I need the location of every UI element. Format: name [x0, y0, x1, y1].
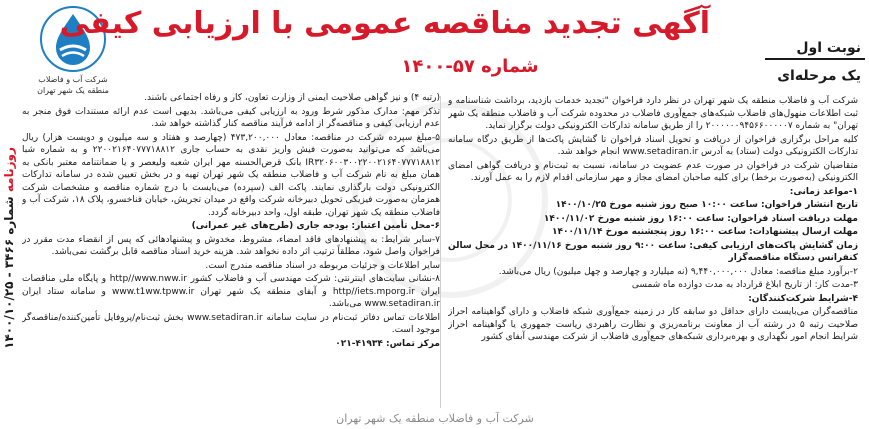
contact-offices: اطلاعات تماس دفاتر ثبت‌نام در سایت سامانه www.setadiran.ir بخش ثبت‌نام/پروفایل تأمین‌کننده/مناقصه‌گر موجود است. — [22, 312, 440, 335]
funding-paragraph: ۶-محل تأمین اعتبار: بودجه جاری (طرح‌های غیر عمرانی) — [191, 221, 440, 231]
websites-paragraph: ۸-نشانی سایت‌های اینترنتی: شرکت مهندسی آب و فاضلاب کشور http//www.nww.ir و پایگاه ملی مناقصات ایران http//iets.mporg.ir و آبفای منطقه یک شهر تهران www.t1ww.tpww.ir و سامانه ستاد ایران www.setadiran.ir می‌باشد. — [22, 274, 440, 309]
schedule-publish: تاریخ انتشار فراخوان: ساعت ۱۰:۰۰ صبح روز شنبه مورخ ۱۴۰۰/۱۰/۲۵ — [555, 200, 858, 210]
schedule-submission: مهلت ارسال پیشنهادات: ساعت ۱۶:۰۰ روز پنجشنبه مورخ ۱۴۰۰/۱۱/۱۴ — [551, 227, 858, 237]
stage-type: یک مرحله‌ای — [777, 68, 861, 84]
rank-paragraph: (رتبه ۴) و نیز گواهی صلاحیت ایمنی از وزارت تعاون، کار و رفاه اجتماعی باشند. — [144, 93, 440, 103]
registration-paragraph: متقاضیان شرکت در فراخوان در صورت عدم عضویت در سامانه، نسبت به ثبت‌نام و دریافت گواهی امضای الکترونیکی (به‌صورت برخط) برای کلیه صاحبان امضای مجاز و مهر سازمانی اقدام لازم را به عمل آورند. — [448, 160, 858, 183]
footer-signature: شرکت آب و فاضلاب منطقه یک شهر تهران — [336, 412, 534, 425]
schedule-heading: ۱-مواعد زمانی: — [789, 186, 858, 197]
other-conditions: ۷-سایر شرایط: به پیشنهادهای فاقد امضاء، مشروط، مخدوش و پیشنهادهائی که پس از انقضاء مدت مقرر در فراخوان واصل شود، مطلقاً ترتیب اثر داده نخواهد شد. هزینه خرید اسناد مناقصه قابل برگشت نمی‌باشد. — [22, 234, 440, 257]
duration-paragraph: ۳-مدت کار: از تاریخ ابلاغ قرارداد به مدت دوازده ماه شمسی — [631, 280, 858, 290]
details-note: سایر اطلاعات و جزئیات مربوطه در اسناد مناقصه مندرج است. — [205, 260, 440, 271]
left-column — [22, 92, 440, 412]
column-divider — [440, 96, 441, 408]
newspaper-issue — [2, 88, 18, 408]
schedule-opening: زمان گشایش پاکت‌های ارزیابی کیفی: ساعت ۹:۰۰ روز شنبه مورخ ۱۴۰۰/۱۱/۱۶ در محل سالن کنفرانس دستگاه مناقصه‌گزار — [448, 240, 858, 263]
call-center: مرکز تماس: ۴۱۹۳۴-۰۲۱ — [335, 338, 440, 349]
ad-title: آگهی تجدید مناقصه عمومی با ارزیابی کیفی — [59, 6, 710, 41]
important-note: تذکر مهم: مدارک مذکور شرط ورود به ارزیابی کیفی می‌باشد. بدیهی است عدم ارائه مستندات فوق منجر به عدم ارزیابی کیفی و مناقصه‌گر از ادامه فرآیند مناقصه کنار گذاشته خواهد شد. — [22, 106, 440, 129]
right-column — [448, 95, 858, 415]
stage-box — [765, 38, 865, 86]
schedule-documents: مهلت دریافت اسناد فراخوان: ساعت ۱۶:۰۰ روز شنبه مورخ ۱۴۰۰/۱۱/۰۲ — [543, 213, 858, 224]
stage-round: نوبت اول — [765, 38, 865, 60]
logo-caption-1: شرکت آب و فاضلاب — [38, 75, 108, 84]
conditions-paragraph: مناقصه‌گران می‌بایست دارای حداقل دو سابقه کار در زمینه جمع‌آوری شبکه فاضلاب و دارای گواهینامه احراز صلاحیت رتبه ۵ در رشته آب از معاونت برنامه‌ریزی و نظارت راهبردی ریاست جمهوری یا گواهینامه احراز شرایط انجام امور نگهداری و بهره‌برداری شبکه‌های جمع‌آوری فاضلاب از شرکت مهندسی آبفای کشور — [448, 307, 858, 342]
issue-number: شماره ۳۴۶۶ - ۱۴۰۰/۱۰/۲۵ — [2, 196, 16, 349]
newspaper-brand: روزنامه — [2, 147, 16, 193]
intro-paragraph: شرکت آب و فاضلاب منطقه یک شهر تهران در نظر دارد فراخوان "تجدید خدمات بازدید، برداشت شناسنامه و ثبت اطلاعات منهول‌های فاضلاب شبکه‌های جمع‌آوری فاضلاب در محدوده شرکت آب و فاضلاب منطقه یک شهر تهران" به شماره ۲۰۰۰۰۰۰۹۴۵۶۶۰۰۰۰۰۷ را از طریق سامانه تدارکات الکترونیکی دولت برگزار نماید. — [448, 96, 858, 131]
newspaper-strip — [0, 80, 18, 420]
logo-caption-2: منطقه یک شهر تهران — [37, 86, 109, 95]
process-paragraph: کلیه مراحل برگزاری فراخوان از دریافت و تحویل اسناد فراخوان تا گشایش پاکت‌ها از طریق درگاه سامانه تدارکات الکترونیکی دولت (ستاد) به آدرس www.setadiran.ir انجام خواهد شد. — [448, 134, 858, 157]
conditions-heading: ۴-شرایط شرکت‌کنندگان: — [748, 293, 858, 304]
estimate-paragraph: ۲-برآورد مبلغ مناقصه: معادل ۹,۴۴۰,۰۰۰,۰۰۰ (نه میلیارد و چهارصد و چهل میلیون) ریال می‌باشد. — [498, 266, 858, 277]
deposit-paragraph: ۵-مبلغ سپرده شرکت در مناقصه: معادل ۴۷۳,۲۰۰,۰۰۰ (چهارصد و هفتاد و سه میلیون و دویست هزار) ریال می‌باشد که می‌توانید به‌صورت فیش واریز نقدی به حساب جاری ۲۲۰۰۲۱۶۴۰۷۷۷۱۸۸۱۲ و به شماره شبا IR۳۲۰۶۰۰۳۰۰۲۲۰۰۲۱۶۴۰۷۷۷۱۸۸۱۲ بانک قرض‌الحسنه مهر ایران شعبه ولیعصر و یا ضمانتنامه معتبر بانکی به همان مبلغ به نام شرکت آب و فاضلاب منطقه یک شهر تهران تهیه و در بخش تعیین شده در سامانه تدارکات الکترونیکی دولت بارگذاری نمایند. پاکت الف (سپرده) می‌بایست با درج شماره مناقصه و مشخصات شرکت همزمان به‌صورت فیزیکی تحویل دبیرخانه شرکت واقع در میدان تجریش، خیابان فناخسرو، پلاک ۱۸، شرکت آب و فاضلاب منطقه یک شهر تهران، طبقه اول، واحد دبیرخانه گردد. — [22, 132, 440, 218]
tender-number: شماره ۵۷-۱۴۰۰ — [401, 56, 539, 77]
